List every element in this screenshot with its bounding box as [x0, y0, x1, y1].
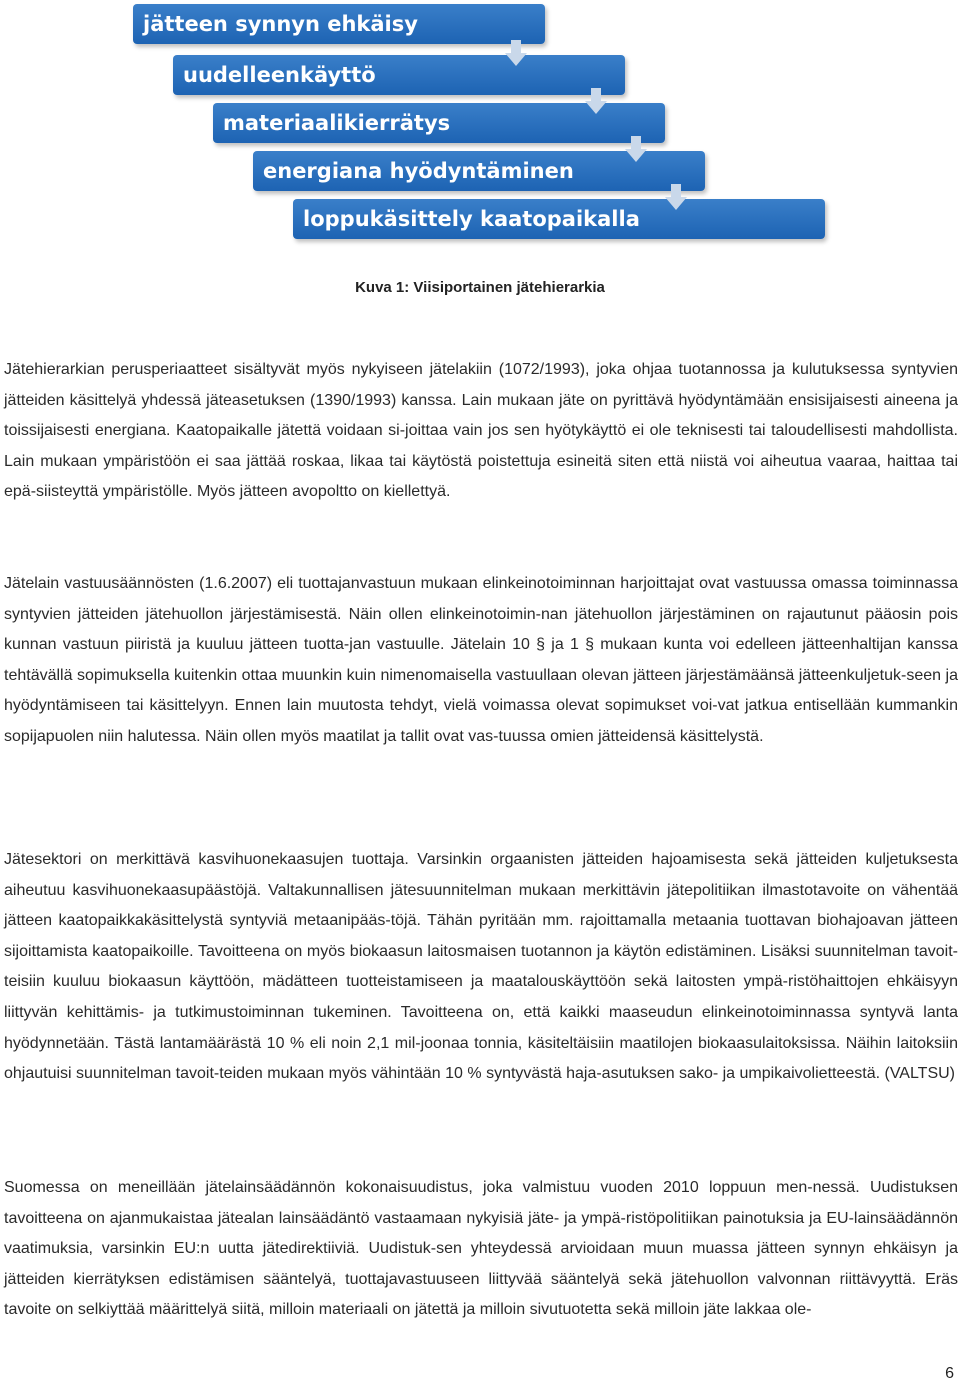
down-arrow-icon [585, 88, 607, 114]
hierarchy-tier-5: loppukäsittely kaatopaikalla [293, 199, 825, 239]
paragraph-4: Suomessa on meneillään jätelainsäädännön kokonaisuudistus, joka valmistuu vuoden 2010 loppuun men-nessä. Uudistuksen tavoitteena on ajanmukaistaa jätealan lainsäädäntö vastaamaan nykyisiä jäte- ja ympä-ristöpolitiikan painotuksia ja EU-lainsäädännön vaatimuksia, varsinkin EU:n uutta jätedirektiiviä. Uudistuk-sen yhteydessä arvioidaan muun muassa jätteen synnyn ehkäisyn ja jätteiden kierrätyksen edistämisen sääntelyä, tuottajavastuuseen liittyvää sääntelyä sekä jätehuollon valvonnan riittävyyttä. Eräs tavoite on selkiyttää määrittelyä siitä, milloin materiaali on jätettä ja milloin sivutuotetta sekä milloin jäte lakkaa ole- [4, 1179, 958, 1319]
down-arrow-icon [625, 136, 647, 162]
hierarchy-tier-2: uudelleenkäyttö [173, 55, 625, 95]
paragraph-1: Jätehierarkian perusperiaatteet sisältyvät myös nykyiseen jätelakiin (1072/1993), joka ohjaa tuotannossa ja kulutuksessa syntyvien jätteiden käsittelyä yhdessä jäteasetuksen (1390/1993) kanssa. Lain mukaan jäte on pyrittävä hyödyntämään ensisijaisesti aineena ja toissijaisesti energiana. Kaatopaikalle jätettä voidaan si-joittaa vain jos sen hyötykäyttö ei ole teknisesti tai taloudellisesti mahdollista. Lain mukaan ympäristöön ei saa jättää roskaa, likaa tai käytöstä poistettuja esineitä siten että niistä voi aiheutua vaaraa, haittaa tai epä-siisteyttä ympäristölle. Myös jätteen avopoltto on kiellettyä. [4, 361, 958, 501]
hierarchy-tier-4: energiana hyödyntäminen [253, 151, 705, 191]
down-arrow-icon [505, 40, 527, 66]
figure-caption: Kuva 1: Viisiportainen jätehierarkia [355, 279, 605, 296]
waste-hierarchy-diagram [0, 0, 960, 250]
hierarchy-tier-3: materiaalikierrätys [213, 103, 665, 143]
paragraph-2: Jätelain vastuusäännösten (1.6.2007) eli tuottajanvastuun mukaan elinkeinotoiminnan harjoittajat ovat vastuussa omassa toiminnassa syntyvien jätteiden jätehuollon järjestämisestä. Näin ollen elinkeinotoimin-nan jätehuollon järjestäminen on rajautunut pääosin pois kunnan vastuun piiristä ja kuuluu jätteen tuotta-jan vastuulle. Jätelain 10 § ja 1 § mukaan kunta voi edelleen jätteenhaltijan kanssa tehtävällä sopimuksella kuitenkin ottaa muunkin kuin nimenomaisella vastuullaan olevan jätteen järjestämäänsä jätteenkuljetuk-seen ja hyödyntämiseen tai käsittelyyn. Ennen lain muutosta tehdyt, vielä voimassa olevat sopimukset voi-vat jatkua entisellään kummankin sopijapuolen niin halutessa. Näin ollen myös maatilat ja tallit ovat vas-tuussa omien jätteidensä käsittelystä. [4, 575, 958, 745]
hierarchy-tier-1: jätteen synnyn ehkäisy [133, 4, 545, 44]
page-number: 6 [945, 1365, 954, 1382]
down-arrow-icon [665, 184, 687, 210]
paragraph-3: Jätesektori on merkittävä kasvihuonekaasujen tuottaja. Varsinkin orgaanisten jätteiden hajoamisesta sekä jätteiden kuljetuksesta aiheutuu kasvihuonekaasupäästöjä. Valtakunnallisen jätesuunnitelman mukaan merkittävin jätepolitiikan ilmastotavoite on vähentää jätteen kaatopaikkakäsittelystä syntyviä metaanipääs-töjä. Tähän pyritään mm. rajoittamalla metaania tuottavan biohajoavan jätteen sijoittamista kaatopaikoille. Tavoitteena on myös biokaasun laitosmaisen tuotannon ja käytön edistäminen. Lisäksi suunnitelman tavoit-teisiin kuuluu biokaasun käyttöön, mädätteen tuotteistamiseen ja maatalouskäyttöön sekä laitosten ympä-ristöhaittojen ehkäisyyn liittyvän kehittämis- ja tutkimustoiminnan tukeminen. Tavoitteena on, että kaikki maaseudun elinkeinotoiminnassa syntyvä lanta hyödynnetään. Tästä lantamäärästä 10 % eli noin 2,1 mil-joonaa tonnia, käsiteltäisiin maatilojen biokaasulaitoksissa. Näihin laitoksiin ohjautuisi suunnitelman tavoit-teiden mukaan myös vähintään 10 % syntyvästä haja-asutuksen sako- ja umpikaivolietteestä. (VALTSU) [4, 851, 958, 1083]
